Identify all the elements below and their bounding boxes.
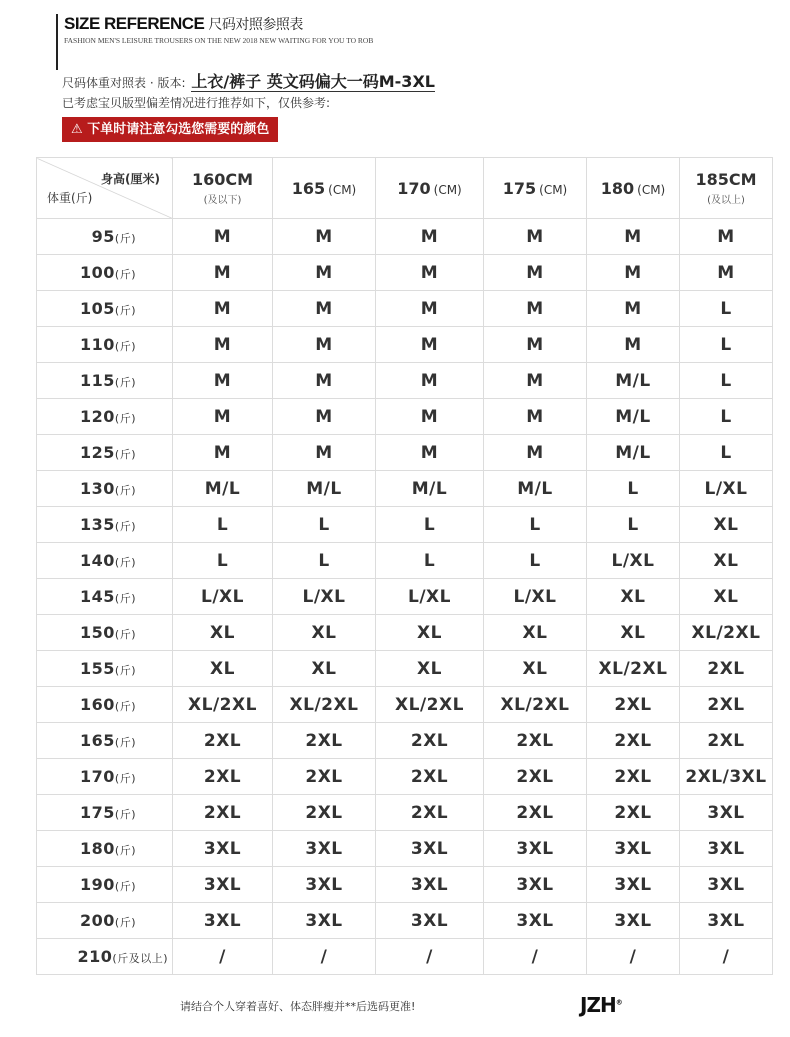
height-unit: (CM): [433, 182, 462, 197]
header-row: [37, 158, 773, 219]
size-cell: M/L: [587, 435, 680, 471]
size-cell: 3XL: [587, 831, 680, 867]
version-value: 上衣/裤子 英文码偏大一码M-3XL: [191, 72, 435, 91]
weight-value: 115: [80, 371, 115, 390]
size-cell: M: [173, 435, 273, 471]
weight-value: 160: [80, 695, 115, 714]
weight-cell: [37, 687, 173, 723]
table-row: [37, 759, 773, 795]
size-cell: M/L: [173, 471, 273, 507]
size-cell: 2XL: [680, 687, 773, 723]
size-cell: 2XL: [273, 759, 376, 795]
size-cell: XL: [680, 579, 773, 615]
size-cell: 2XL/3XL: [680, 759, 773, 795]
size-cell: M: [173, 327, 273, 363]
table-row: [37, 903, 773, 939]
weight-unit: (斤及以上): [112, 952, 168, 965]
weight-unit: (斤): [114, 232, 136, 245]
size-cell: L: [680, 291, 773, 327]
weight-axis-label: 体重(斤): [47, 191, 93, 205]
size-cell: L: [680, 399, 773, 435]
size-cell: 3XL: [173, 867, 273, 903]
height-header-2: [376, 158, 484, 219]
weight-cell: [37, 399, 173, 435]
height-header-5: [680, 158, 773, 219]
weight-unit: (斤): [114, 736, 136, 749]
height-value: 160CM: [191, 170, 254, 189]
size-cell: /: [273, 939, 376, 975]
size-cell: M/L: [587, 363, 680, 399]
weight-cell: [37, 363, 173, 399]
weight-value: 155: [80, 659, 115, 678]
weight-cell: [37, 255, 173, 291]
size-cell: M: [680, 219, 773, 255]
size-cell: M: [587, 327, 680, 363]
size-chart-table: [36, 157, 773, 975]
height-value: 180: [600, 178, 635, 198]
table-row: [37, 795, 773, 831]
table-row: [37, 543, 773, 579]
size-cell: XL: [484, 615, 587, 651]
table-row: [37, 255, 773, 291]
height-value: 185CM: [695, 170, 757, 189]
size-cell: XL: [680, 543, 773, 579]
weight-cell: [37, 615, 173, 651]
weight-unit: (斤): [114, 520, 136, 533]
weight-cell: [37, 219, 173, 255]
weight-unit: (斤): [114, 556, 136, 569]
weight-value: 165: [80, 731, 115, 750]
weight-cell: [37, 903, 173, 939]
table-row: [37, 939, 773, 975]
height-value: 165: [291, 178, 326, 198]
size-cell: XL: [376, 651, 484, 687]
size-cell: M: [173, 255, 273, 291]
size-cell: 3XL: [680, 867, 773, 903]
size-cell: XL: [173, 615, 273, 651]
brand-logo-text: JZH: [580, 993, 616, 1017]
weight-cell: [37, 291, 173, 327]
size-cell: 3XL: [680, 903, 773, 939]
weight-value: 170: [80, 767, 115, 786]
size-cell: /: [680, 939, 773, 975]
weight-unit: (斤): [114, 628, 136, 641]
title-cn: 尺码对照参照表: [208, 16, 303, 32]
size-cell: M: [173, 363, 273, 399]
weight-value: 110: [80, 335, 115, 354]
size-cell: 3XL: [376, 867, 484, 903]
size-cell: 2XL: [587, 795, 680, 831]
weight-value: 95: [91, 227, 115, 246]
weight-cell: [37, 435, 173, 471]
size-cell: XL: [587, 579, 680, 615]
size-cell: L/XL: [273, 579, 376, 615]
size-cell: M: [587, 219, 680, 255]
size-cell: 3XL: [680, 831, 773, 867]
size-cell: 3XL: [376, 831, 484, 867]
size-cell: L: [173, 507, 273, 543]
table-row: [37, 615, 773, 651]
size-cell: XL: [680, 507, 773, 543]
size-cell: 3XL: [484, 867, 587, 903]
brand-logo: JZH®: [580, 993, 622, 1017]
weight-unit: (斤): [114, 484, 136, 497]
size-cell: XL: [273, 651, 376, 687]
color-warning-banner: [62, 117, 278, 142]
size-cell: 2XL: [376, 759, 484, 795]
height-unit: (CM): [328, 182, 357, 197]
size-cell: M: [273, 327, 376, 363]
size-cell: M: [273, 291, 376, 327]
size-cell: L/XL: [376, 579, 484, 615]
weight-cell: [37, 471, 173, 507]
weight-value: 105: [80, 299, 115, 318]
weight-unit: (斤): [114, 268, 136, 281]
size-cell: 3XL: [587, 867, 680, 903]
size-cell: 3XL: [273, 903, 376, 939]
size-cell: L/XL: [484, 579, 587, 615]
size-cell: M: [273, 219, 376, 255]
size-cell: 2XL: [587, 759, 680, 795]
weight-value: 135: [80, 515, 115, 534]
size-cell: M: [376, 399, 484, 435]
size-cell: M: [484, 399, 587, 435]
size-cell: XL: [587, 615, 680, 651]
size-cell: L: [273, 507, 376, 543]
height-qualifier: (及以下): [203, 195, 242, 206]
size-cell: /: [376, 939, 484, 975]
weight-unit: (斤): [114, 340, 136, 353]
size-cell: /: [484, 939, 587, 975]
size-cell: M: [376, 255, 484, 291]
recommend-note: 已考虑宝贝版型偏差情况进行推荐如下，仅供参考:: [62, 96, 331, 110]
weight-cell: [37, 795, 173, 831]
table-row: [37, 651, 773, 687]
size-cell: 2XL: [273, 795, 376, 831]
height-unit: (CM): [637, 182, 666, 197]
size-cell: M: [376, 327, 484, 363]
size-cell: M: [484, 255, 587, 291]
weight-cell: [37, 723, 173, 759]
weight-unit: (斤): [114, 808, 136, 821]
weight-cell: [37, 507, 173, 543]
size-cell: M: [484, 327, 587, 363]
weight-unit: (斤): [114, 304, 136, 317]
table-row: [37, 831, 773, 867]
table-row: [37, 219, 773, 255]
size-cell: M: [484, 363, 587, 399]
size-cell: 2XL: [173, 795, 273, 831]
size-cell: /: [173, 939, 273, 975]
table-row: [37, 471, 773, 507]
weight-cell: [37, 759, 173, 795]
size-cell: XL/2XL: [587, 651, 680, 687]
size-cell: 2XL: [587, 687, 680, 723]
size-cell: M: [484, 291, 587, 327]
height-header-4: [587, 158, 680, 219]
version-label: 尺码体重对照表 · 版本:: [62, 76, 186, 90]
weight-value: 175: [80, 803, 115, 822]
size-cell: L/XL: [587, 543, 680, 579]
size-cell: L/XL: [173, 579, 273, 615]
table-row: [37, 687, 773, 723]
version-line: [62, 69, 435, 92]
size-cell: L: [376, 543, 484, 579]
corner-cell: [37, 158, 173, 219]
table-row: [37, 723, 773, 759]
size-cell: XL: [484, 651, 587, 687]
size-cell: M: [376, 291, 484, 327]
weight-cell: [37, 651, 173, 687]
size-cell: 2XL: [376, 795, 484, 831]
weight-unit: (斤): [114, 700, 136, 713]
size-cell: 3XL: [376, 903, 484, 939]
size-cell: L: [680, 327, 773, 363]
size-cell: L/XL: [680, 471, 773, 507]
weight-value: 210: [77, 947, 113, 966]
size-cell: 3XL: [484, 903, 587, 939]
size-cell: L: [484, 543, 587, 579]
height-value: 170: [397, 178, 431, 198]
size-cell: 2XL: [680, 651, 773, 687]
size-cell: /: [587, 939, 680, 975]
size-cell: M: [173, 219, 273, 255]
weight-cell: [37, 831, 173, 867]
size-cell: M/L: [273, 471, 376, 507]
header-title: [64, 14, 374, 34]
table-row: [37, 507, 773, 543]
weight-unit: (斤): [114, 412, 136, 425]
weight-cell: [37, 939, 173, 975]
weight-unit: (斤): [114, 844, 136, 857]
weight-value: 120: [80, 407, 115, 426]
height-value: 175: [502, 178, 537, 198]
size-cell: M: [273, 435, 376, 471]
size-cell: 2XL: [680, 723, 773, 759]
size-cell: L: [376, 507, 484, 543]
table-row: [37, 399, 773, 435]
weight-value: 180: [80, 839, 115, 858]
size-cell: M/L: [484, 471, 587, 507]
size-cell: M: [173, 399, 273, 435]
height-unit: (CM): [539, 182, 568, 197]
size-cell: L: [587, 471, 680, 507]
height-header-1: [273, 158, 376, 219]
weight-value: 130: [80, 479, 115, 498]
size-cell: L: [484, 507, 587, 543]
title-en: SIZE REFERENCE: [64, 14, 205, 33]
size-cell: 3XL: [273, 831, 376, 867]
weight-value: 140: [80, 551, 115, 570]
size-cell: L: [587, 507, 680, 543]
size-cell: M: [273, 255, 376, 291]
weight-unit: (斤): [114, 880, 136, 893]
table-row: [37, 579, 773, 615]
size-cell: L: [173, 543, 273, 579]
size-cell: 3XL: [680, 795, 773, 831]
weight-unit: (斤): [114, 664, 136, 677]
weight-unit: (斤): [114, 772, 136, 785]
size-cell: 2XL: [587, 723, 680, 759]
size-cell: M: [587, 255, 680, 291]
weight-value: 150: [80, 623, 115, 642]
height-axis-label: 身高(厘米): [101, 172, 160, 186]
size-cell: XL/2XL: [273, 687, 376, 723]
header-subtitle: FASHION MEN'S LEISURE TROUSERS ON THE NEW 2018 NEW WAITING FOR YOU TO ROB: [64, 36, 374, 45]
size-cell: XL: [173, 651, 273, 687]
size-cell: M/L: [587, 399, 680, 435]
size-cell: M: [680, 255, 773, 291]
size-cell: M: [273, 363, 376, 399]
size-cell: 3XL: [273, 867, 376, 903]
size-cell: 3XL: [173, 831, 273, 867]
weight-cell: [37, 579, 173, 615]
size-cell: M: [376, 363, 484, 399]
size-cell: L: [680, 363, 773, 399]
size-cell: L: [680, 435, 773, 471]
size-cell: XL/2XL: [173, 687, 273, 723]
size-cell: 2XL: [376, 723, 484, 759]
size-cell: 2XL: [273, 723, 376, 759]
size-cell: 2XL: [484, 795, 587, 831]
weight-unit: (斤): [114, 592, 136, 605]
height-header-3: [484, 158, 587, 219]
warning-triangle-icon: ⚠: [71, 122, 83, 137]
footer-note: 请结合个人穿着喜好、体态胖瘦并**后选码更准!: [180, 1000, 416, 1013]
size-cell: 3XL: [484, 831, 587, 867]
size-cell: 3XL: [587, 903, 680, 939]
size-cell: 3XL: [173, 903, 273, 939]
header: [56, 14, 374, 70]
size-cell: XL: [376, 615, 484, 651]
size-cell: XL/2XL: [484, 687, 587, 723]
table-row: [37, 363, 773, 399]
size-cell: XL: [273, 615, 376, 651]
size-cell: M: [484, 435, 587, 471]
size-cell: XL/2XL: [680, 615, 773, 651]
size-cell: M/L: [376, 471, 484, 507]
weight-value: 190: [80, 875, 115, 894]
weight-cell: [37, 543, 173, 579]
weight-value: 100: [80, 263, 115, 282]
table-row: [37, 291, 773, 327]
weight-value: 125: [80, 443, 115, 462]
weight-unit: (斤): [114, 376, 136, 389]
size-cell: 2XL: [484, 723, 587, 759]
height-header-0: [173, 158, 273, 219]
size-cell: XL/2XL: [376, 687, 484, 723]
weight-cell: [37, 327, 173, 363]
size-cell: M: [484, 219, 587, 255]
warning-text: 下单时请注意勾选您需要的颜色: [87, 122, 270, 137]
size-cell: M: [587, 291, 680, 327]
size-cell: M: [376, 435, 484, 471]
size-cell: 2XL: [173, 723, 273, 759]
size-cell: 2XL: [173, 759, 273, 795]
height-qualifier: (及以上): [707, 195, 745, 206]
weight-cell: [37, 867, 173, 903]
weight-value: 200: [80, 911, 115, 930]
table-row: [37, 435, 773, 471]
table-row: [37, 867, 773, 903]
weight-unit: (斤): [114, 916, 136, 929]
weight-unit: (斤): [114, 448, 136, 461]
size-cell: M: [173, 291, 273, 327]
weight-value: 145: [80, 587, 115, 606]
size-cell: 2XL: [484, 759, 587, 795]
size-cell: L: [273, 543, 376, 579]
size-cell: M: [376, 219, 484, 255]
size-cell: M: [273, 399, 376, 435]
table-row: [37, 327, 773, 363]
